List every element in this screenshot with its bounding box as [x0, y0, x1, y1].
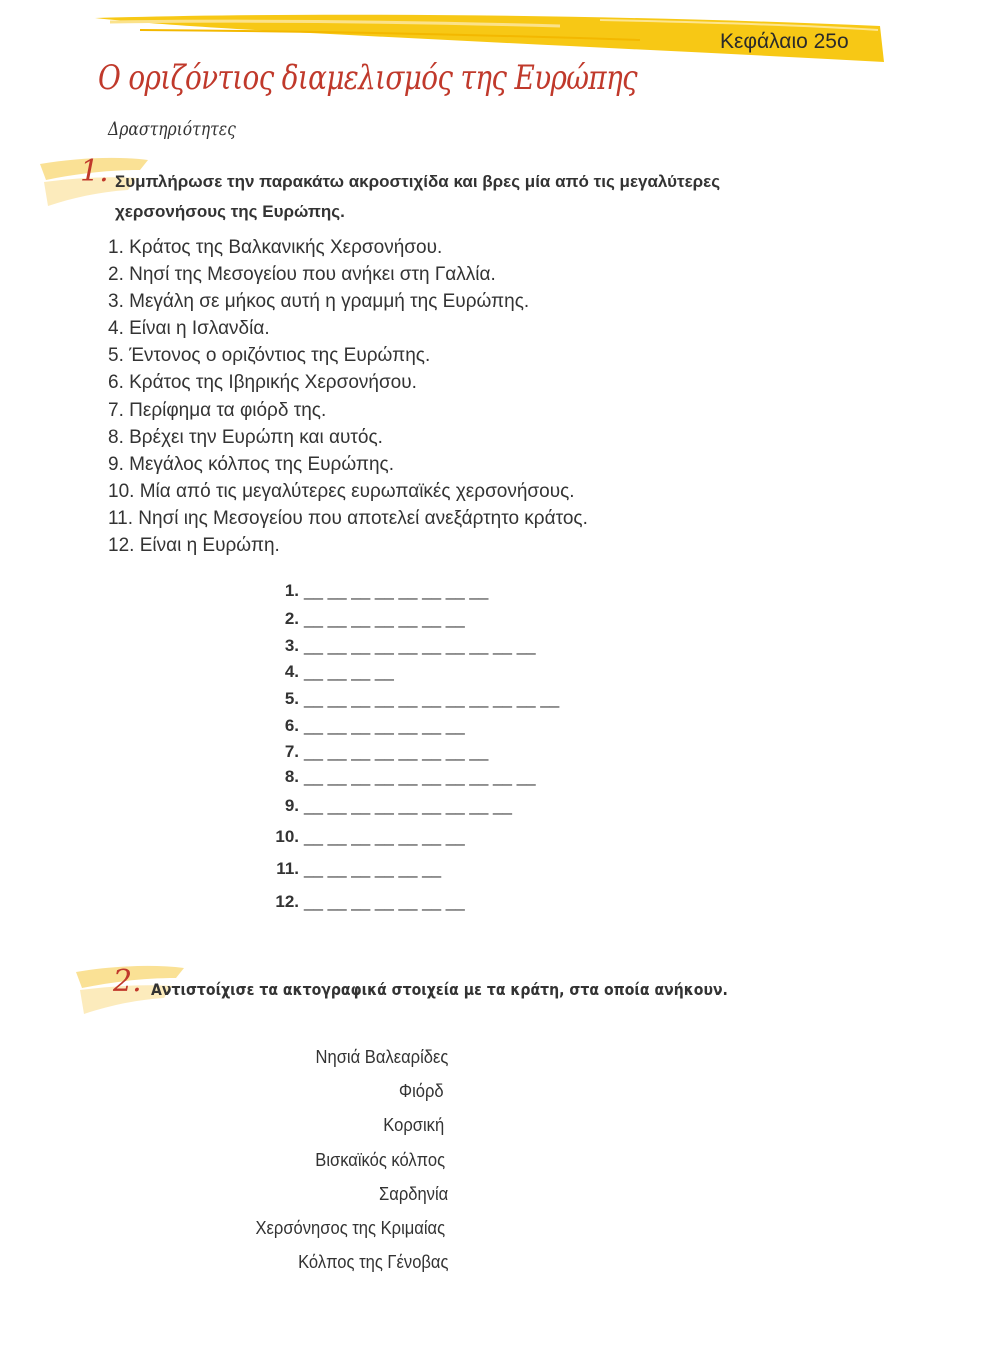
acrostic-row-number: 7.: [284, 742, 299, 761]
match-item[interactable]: Σαρδηνία: [378, 1184, 448, 1204]
acrostic-row[interactable]: [256, 739, 676, 765]
exercise-1-number: 1.: [80, 154, 109, 189]
clue-item: 6. Κράτος της Ιβηρικής Χερσονήσου.: [108, 372, 417, 394]
acrostic-row-number: 3.: [284, 636, 299, 655]
acrostic-blanks[interactable]: __ __ __ __ __ __ __: [304, 827, 465, 846]
acrostic-row[interactable]: [256, 764, 676, 790]
clue-item: 4. Είναι η Ισλανδία.: [108, 318, 270, 340]
acrostic-row-number: 1.: [284, 581, 299, 600]
acrostic-blanks[interactable]: __ __ __ __ __ __ __: [304, 716, 465, 735]
clue-item: 5. Έντονος ο οριζόντιος της Ευρώπης.: [108, 345, 431, 367]
acrostic-row[interactable]: [256, 659, 676, 685]
acrostic-blanks[interactable]: __ __ __ __ __ __ __ __: [304, 742, 489, 761]
acrostic-row-number: 6.: [284, 716, 299, 735]
clue-list: [108, 234, 588, 559]
acrostic-blanks[interactable]: __ __ __ __ __ __ __: [304, 892, 465, 911]
acrostic-row-number: 10.: [275, 827, 299, 846]
clue-item: 12. Είναι η Ευρώπη.: [108, 535, 280, 557]
acrostic-row-number: 11.: [276, 859, 299, 878]
clue-item: 2. Νησί της Μεσογείου που ανήκει στη Γαλλία.: [108, 264, 496, 286]
acrostic-row-number: 2.: [284, 609, 299, 628]
acrostic-row[interactable]: [256, 889, 676, 915]
clue-item: 9. Μεγάλος κόλπος της Ευρώπης.: [108, 453, 394, 475]
acrostic-blanks[interactable]: __ __ __ __ __ __ __ __: [304, 581, 489, 600]
section-subtitle: Δραστηριότητες: [108, 118, 236, 140]
acrostic-row[interactable]: [256, 606, 676, 632]
exercise-2-instruction: Αντιστοίχισε τα ακτογραφικά στοιχεία με τα κράτη, στα οποία ανήκουν.: [151, 980, 728, 999]
exercise-2-number: 2.: [113, 964, 142, 999]
acrostic-blanks[interactable]: __ __ __ __ __ __ __: [304, 609, 465, 628]
acrostic-blanks[interactable]: __ __ __ __ __ __ __ __ __ __: [304, 767, 536, 786]
clue-item: 7. Περίφημα τα φιόρδ της.: [108, 399, 327, 421]
clue-item: 11. Νησί ιης Μεσογείου που αποτελεί ανεξάρτητο κράτος.: [108, 507, 588, 529]
acrostic-row[interactable]: [256, 713, 676, 739]
match-item[interactable]: Κόλπος της Γένοβας: [297, 1252, 448, 1272]
acrostic-row-number: 4.: [284, 662, 299, 681]
acrostic-row[interactable]: [256, 856, 676, 882]
match-item[interactable]: Νησιά Βαλεαρίδες: [315, 1047, 448, 1067]
acrostic-blanks[interactable]: __ __ __ __ __ __: [304, 859, 442, 878]
acrostic-blanks[interactable]: __ __ __ __ __ __ __ __ __ __: [304, 636, 536, 655]
acrostic-row-number: 9.: [284, 796, 299, 815]
acrostic-row[interactable]: [256, 793, 676, 819]
acrostic-row[interactable]: [256, 824, 676, 850]
clue-item: 1. Κράτος της Βαλκανικής Χερσονήσου.: [108, 237, 443, 258]
match-item[interactable]: Κορσική: [383, 1115, 444, 1135]
acrostic-row-number: 12.: [275, 892, 299, 911]
acrostic-blanks[interactable]: __ __ __ __ __ __ __ __ __ __ __: [304, 689, 560, 708]
page-title: Ο οριζόντιος διαμελισμός της Ευρώπης: [98, 58, 637, 98]
exercise-1-instruction: Συμπλήρωσε την παρακάτω ακροστιχίδα και βρες μία από τις μεγαλύτερες χερσονήσους της Ευρώπης.: [115, 172, 721, 221]
clue-item: 3. Μεγάλη σε μήκος αυτή η γραμμή της Ευρώπης.: [108, 291, 530, 313]
acrostic-row[interactable]: [256, 633, 676, 659]
acrostic-row[interactable]: [256, 578, 676, 604]
match-item[interactable]: Χερσόνησος της Κριμαίας: [255, 1218, 445, 1238]
match-item[interactable]: Βισκαϊκός κόλπος: [315, 1150, 445, 1170]
acrostic-blanks[interactable]: __ __ __ __: [304, 662, 394, 681]
match-item[interactable]: Φιόρδ: [399, 1081, 444, 1101]
acrostic-blanks[interactable]: __ __ __ __ __ __ __ __ __: [304, 796, 512, 815]
acrostic-row-number: 5.: [284, 689, 299, 708]
acrostic-row[interactable]: [256, 686, 676, 712]
chapter-label: Κεφάλαιο 25ο: [720, 30, 849, 53]
clue-item: 10. Μία από τις μεγαλύτερες ευρωπαϊκές χερσονήσους.: [108, 480, 575, 502]
acrostic-row-number: 8.: [284, 767, 299, 786]
clue-item: 8. Βρέχει την Ευρώπη και αυτός.: [108, 426, 383, 448]
